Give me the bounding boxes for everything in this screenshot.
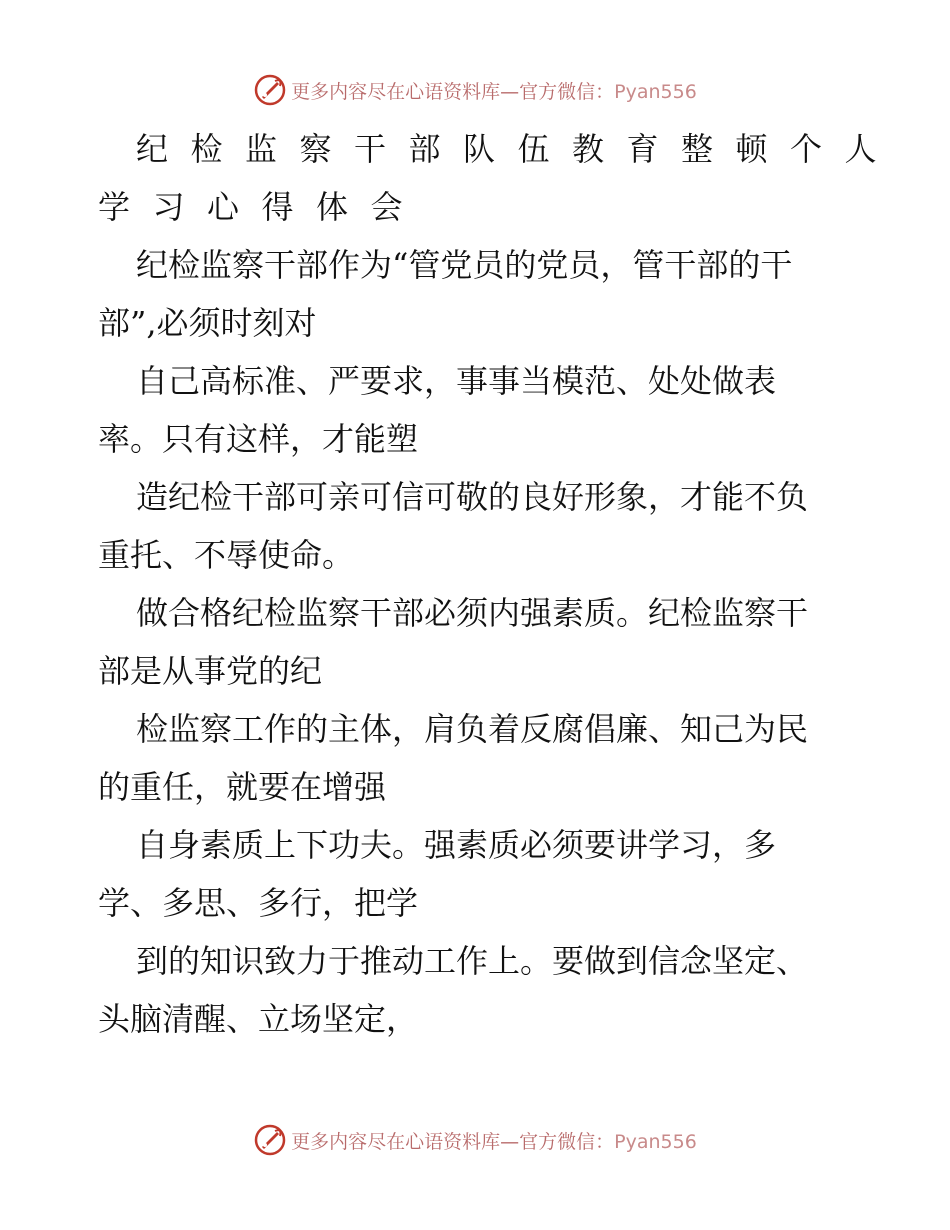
watermark-text: 更多内容尽在心语资料库—官方微信：Pyan556 [291, 1130, 697, 1153]
paragraph-line: 重托、不辱使命。 [98, 536, 355, 574]
paragraph-line: 做合格纪检监察干部必须内强素质。纪检监察干 [136, 594, 809, 632]
paragraph-line: 部是从事党的纪 [98, 652, 323, 690]
paragraph-line: 头脑清醒、立场坚定， [98, 1000, 419, 1038]
paragraph-line: 到的知识致力于推动工作上。要做到信念坚定、 [136, 942, 809, 980]
paragraph-line: 自己高标准、严要求，事事当模范、处处做表 [136, 362, 777, 400]
red-quill-logo-icon [253, 1123, 287, 1157]
paragraph-line: 纪检监察干部作为“管党员的党员，管干部的干 [136, 246, 793, 284]
document-title-line-1: 纪检监察干部队伍教育整顿个人 [136, 130, 900, 168]
document-body [98, 120, 900, 1048]
paragraph-line: 自身素质上下功夫。强素质必须要讲学习，多 [136, 826, 777, 864]
paragraph-line: 部”,必须时刻对 [98, 304, 317, 342]
paragraph-line: 率。只有这样，才能塑 [98, 420, 419, 458]
paragraph-line: 的重任，就要在增强 [98, 768, 387, 806]
footer-watermark [0, 1120, 950, 1160]
paragraph-line: 学、多思、多行，把学 [98, 884, 419, 922]
document-title-line-2: 学习心得体会 [98, 188, 426, 226]
header-watermark [0, 70, 950, 110]
red-quill-logo-icon [253, 73, 287, 107]
paragraph-line: 检监察工作的主体，肩负着反腐倡廉、知己为民 [136, 710, 809, 748]
paragraph-line: 造纪检干部可亲可信可敬的良好形象，才能不负 [136, 478, 809, 516]
watermark-text: 更多内容尽在心语资料库—官方微信：Pyan556 [291, 80, 697, 103]
